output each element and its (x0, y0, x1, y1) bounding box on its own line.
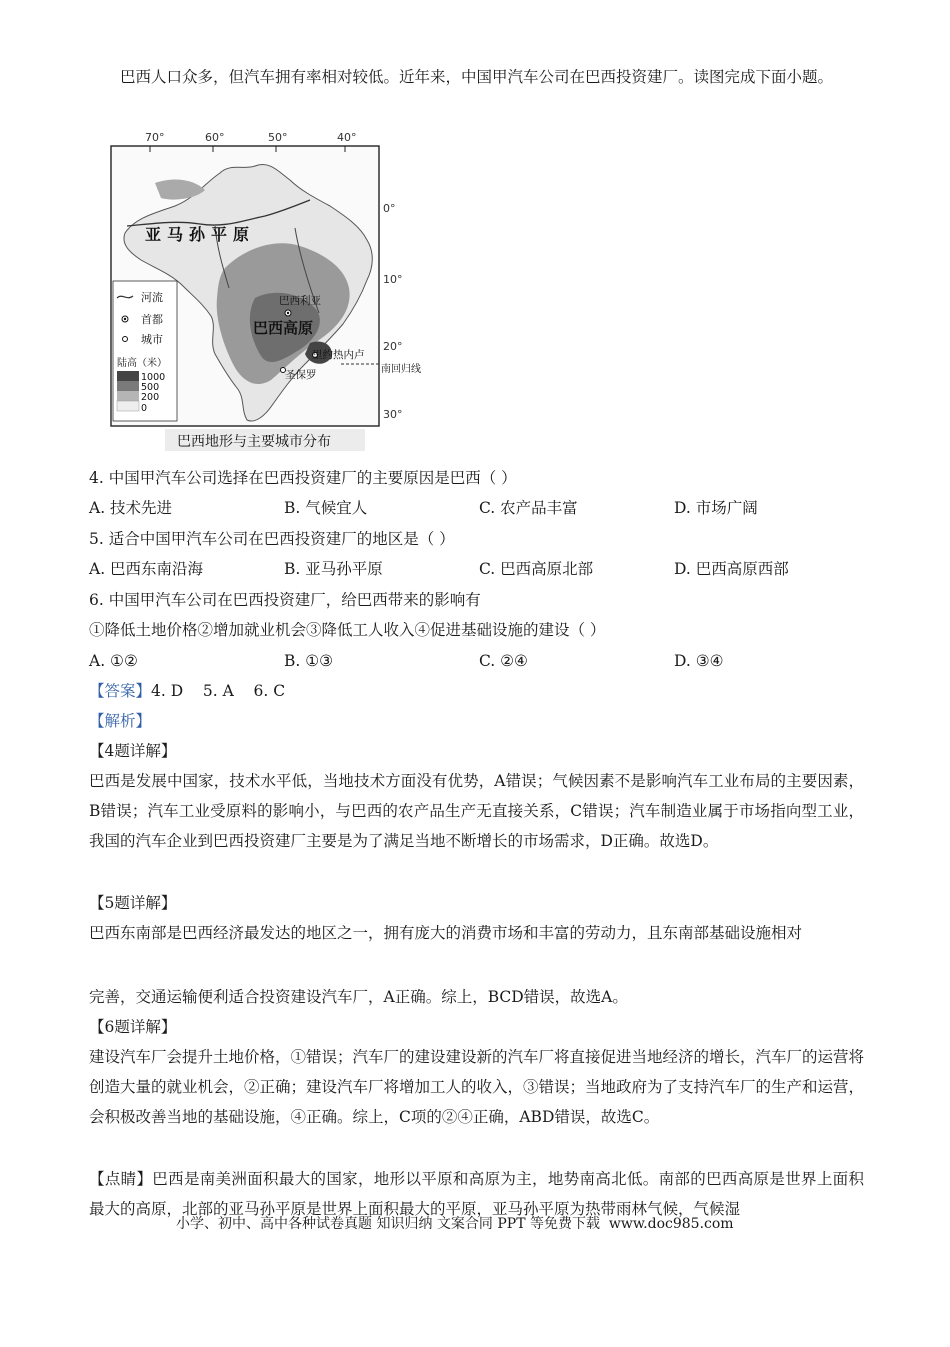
question-5-stem: 5. 适合中国甲汽车公司在巴西投资建厂的地区是（ ） (89, 530, 455, 548)
brazil-map (105, 128, 445, 453)
lat-label-30: 30° (383, 408, 403, 421)
footer-text: 小学、初中、高中各种试卷真题 知识归纳 文案合同 PPT 等免费下载 (176, 1216, 600, 1232)
label-tropic: 南回归线 (381, 364, 421, 375)
q4-detail-heading: 【4题详解】 (89, 742, 177, 760)
q6-option-c: C. ②④ (479, 652, 528, 670)
tip-tag: 【点睛】 (89, 1170, 153, 1188)
question-6-options (89, 646, 869, 676)
q5-option-d: D. 巴西高原西部 (674, 560, 789, 578)
legend-city: 城市 (141, 333, 163, 346)
q6-option-b: B. ①③ (284, 652, 334, 670)
label-amazon-plain: 亚马孙平原 (145, 225, 256, 244)
q5-option-c: C. 巴西高原北部 (479, 560, 594, 578)
question-5-options (89, 554, 869, 584)
lat-label-10: 10° (383, 273, 403, 286)
q4-option-a: A. 技术先进 (89, 499, 173, 517)
question-6-stem: 6. 中国甲汽车公司在巴西投资建厂，给巴西带来的影响有 (89, 591, 481, 609)
legend-elevation-title: 陆高（米） (117, 358, 167, 369)
q4-detail-body: 巴西是发展中国家，技术水平低，当地技术方面没有优势，A错误；气候因素不是影响汽车工业布局的主要因素，B错误；汽车工业受原料的影响小，与巴西的农产品生产无直接关系，C错误；汽车制造业属于市场指向型工业，我国的汽车企业到巴西投资建厂主要是为了满足当地不断增长的市场需求，D正确。故选D。 (89, 772, 864, 850)
lat-label-20: 20° (383, 340, 403, 353)
q4-option-d: D. 市场广阔 (674, 499, 758, 517)
answer-text: 4. D 5. A 6. C (151, 682, 286, 700)
legend-level-200: 200 (141, 392, 160, 403)
label-brasilia: 巴西利亚 (279, 295, 321, 307)
lon-label-50: 50° (268, 131, 288, 144)
q5-option-b: B. 亚马孙平原 (284, 560, 383, 578)
q5-detail-body-2: 完善，交通运输便利适合投资建设汽车厂，A正确。综上，BCD错误，故选A。 (89, 988, 628, 1006)
label-saopaulo: 圣保罗 (285, 369, 317, 381)
legend-level-500: 500 (141, 382, 160, 393)
q5-option-a: A. 巴西东南沿海 (89, 560, 204, 578)
lon-label-60: 60° (205, 131, 225, 144)
footer-url[interactable]: www.doc985.com (608, 1216, 734, 1232)
q4-option-b: B. 气候宜人 (284, 499, 368, 517)
intro-paragraph: 巴西人口众多，但汽车拥有率相对较低。近年来，中国甲汽车公司在巴西投资建厂。读图完成下面小题。 (120, 68, 834, 86)
label-brazil-plateau: 巴西高原 (253, 319, 314, 337)
legend-capital: 首都 (141, 313, 163, 326)
brazil-map-figure (105, 128, 445, 453)
lon-label-70: 70° (145, 131, 165, 144)
q4-option-c: C. 农产品丰富 (479, 499, 578, 517)
lon-label-40: 40° (337, 131, 357, 144)
q5-detail-heading: 【5题详解】 (89, 894, 177, 912)
answer-tag: 【答案】 (89, 682, 152, 700)
label-rio: 里约热内卢 (312, 349, 365, 361)
legend-river: 河流 (141, 291, 163, 304)
analysis-tag: 【解析】 (89, 712, 152, 730)
question-4-stem: 4. 中国甲汽车公司选择在巴西投资建厂的主要原因是巴西（ ） (89, 469, 517, 487)
legend-level-1000: 1000 (141, 372, 166, 383)
q6-option-a: A. ①② (89, 652, 138, 670)
page-footer (176, 1212, 734, 1236)
question-6-statements: ①降低土地价格②增加就业机会③降低工人收入④促进基础设施的建设（ ） (89, 621, 606, 639)
lat-label-0: 0° (383, 202, 396, 215)
q5-detail-body-1: 巴西东南部是巴西经济最发达的地区之一，拥有庞大的消费市场和丰富的劳动力，且东南部基础设施相对 (89, 924, 803, 942)
tip-body: 巴西是南美洲面积最大的国家，地形以平原和高原为主，地势南高北低。南部的巴西高原是世界上面积最大的高原，北部的亚马孙平原是世界上面积最大的平原，亚马孙平原为热带雨林气候，气候湿 (89, 1170, 864, 1218)
q6-detail-heading: 【6题详解】 (89, 1018, 177, 1036)
q6-option-d: D. ③④ (674, 652, 724, 670)
question-4-options (89, 493, 869, 523)
map-caption: 巴西地形与主要城市分布 (177, 434, 331, 450)
answer-line (89, 676, 285, 706)
legend-level-0: 0 (141, 403, 148, 414)
q6-detail-body: 建设汽车厂会提升土地价格，①错误；汽车厂的建设建设新的汽车厂将直接促进当地经济的增长，汽车厂的运营将创造大量的就业机会，②正确；建设汽车厂将增加工人的收入，③错误；当地政府为了支持汽车厂的生产和运营，会积极改善当地的基础设施，④正确。综上，C项的②④正确，ABD错误，故选C。 (89, 1048, 865, 1126)
